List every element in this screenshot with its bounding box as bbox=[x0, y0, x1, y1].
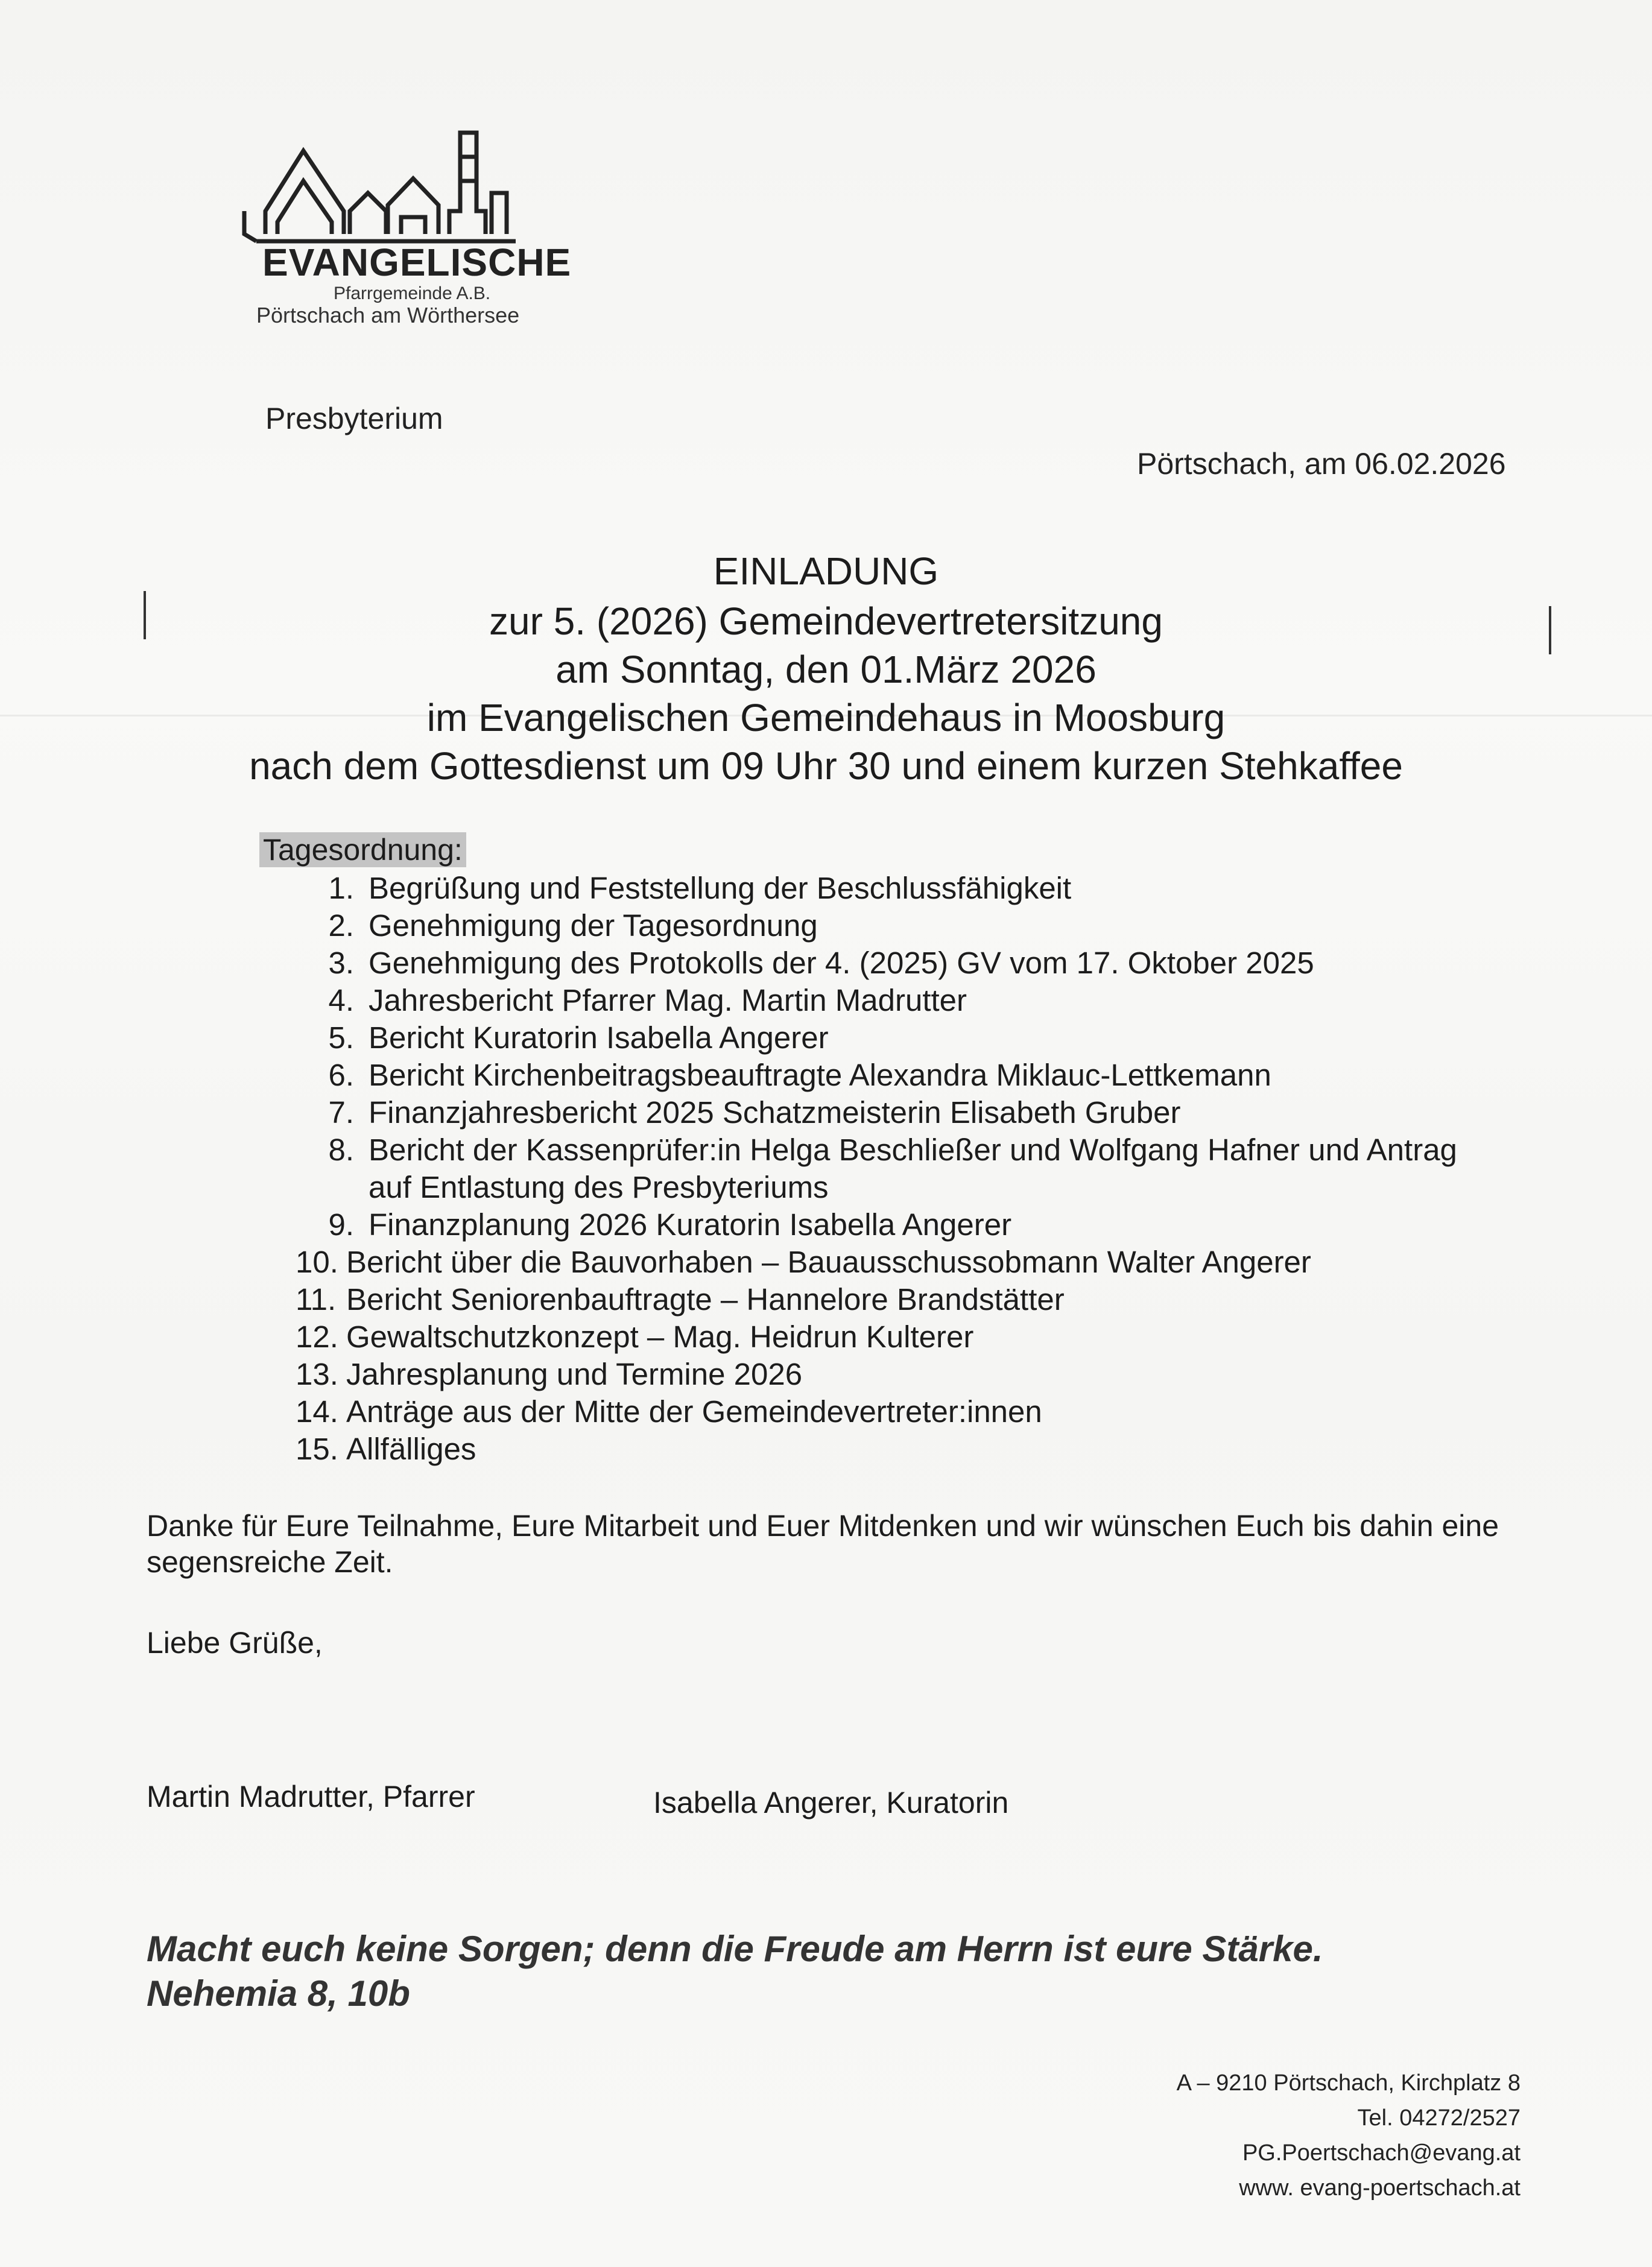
agenda-item-text: Jahresbericht Pfarrer Mag. Martin Madrutter bbox=[369, 983, 967, 1017]
agenda-item bbox=[296, 907, 1457, 944]
agenda-item-text: Bericht Kuratorin Isabella Angerer bbox=[369, 1020, 829, 1055]
agenda-item bbox=[296, 1393, 1457, 1431]
agenda-item bbox=[296, 1094, 1457, 1131]
address-phone: Tel. 04272/2527 bbox=[1357, 2105, 1521, 2131]
agenda-item-text: Finanzjahresbericht 2025 Schatzmeisterin Elisabeth Gruber bbox=[369, 1095, 1181, 1130]
agenda-item-number: 7. bbox=[328, 1095, 354, 1130]
agenda-item-number: 1. bbox=[328, 871, 354, 905]
agenda-item-number: 12. bbox=[296, 1320, 338, 1354]
verse-text: Macht euch keine Sorgen; denn die Freude am Herrn ist eure Stärke. bbox=[147, 1929, 1323, 1969]
agenda-item bbox=[296, 1281, 1457, 1318]
agenda-item-text: Genehmigung der Tagesordnung bbox=[369, 908, 818, 943]
agenda-item-number: 15. bbox=[296, 1432, 338, 1466]
address-email: PG.Poertschach@evang.at bbox=[1242, 2140, 1521, 2166]
agenda-title: Tagesordnung: bbox=[259, 832, 466, 867]
address-street: A – 9210 Pörtschach, Kirchplatz 8 bbox=[1176, 2070, 1521, 2096]
agenda-list bbox=[296, 870, 1457, 1468]
agenda-item bbox=[296, 1244, 1457, 1281]
agenda-item-number: 10. bbox=[296, 1245, 338, 1279]
address-block bbox=[1177, 2066, 1521, 2205]
signature-curator: Isabella Angerer, Kuratorin bbox=[653, 1786, 1009, 1820]
thanks-paragraph: Danke für Eure Teilnahme, Eure Mitarbeit und Euer Mitdenken und wir wünschen Euch bis dahin eine segensreiche Zeit. bbox=[147, 1509, 1499, 1579]
agenda-item-text: Anträge aus der Mitte der Gemeindevertreter:innen bbox=[346, 1394, 1042, 1429]
invitation-date: am Sonntag, den 01.März 2026 bbox=[555, 648, 1097, 691]
agenda-item-text: Allfälliges bbox=[346, 1432, 476, 1466]
invitation-meeting: zur 5. (2026) Gemeindevertretersitzung bbox=[489, 599, 1163, 643]
agenda-item-text: Begrüßung und Feststellung der Beschlussfähigkeit bbox=[369, 871, 1072, 905]
agenda-item bbox=[296, 1318, 1457, 1356]
agenda-item-text: Jahresplanung und Termine 2026 bbox=[346, 1357, 803, 1391]
agenda-item-text: Finanzplanung 2026 Kuratorin Isabella Angerer bbox=[369, 1207, 1012, 1242]
agenda-item bbox=[296, 1131, 1457, 1169]
agenda-item-continuation: auf Entlastung des Presbyteriums bbox=[369, 1170, 829, 1204]
agenda-item bbox=[296, 1356, 1457, 1393]
agenda-item-number: 13. bbox=[296, 1357, 338, 1391]
agenda-item-number: 9. bbox=[328, 1207, 354, 1242]
agenda-item-text: Gewaltschutzkonzept – Mag. Heidrun Kulterer bbox=[346, 1320, 974, 1354]
agenda-item bbox=[296, 1431, 1457, 1468]
invitation-time: nach dem Gottesdienst um 09 Uhr 30 und einem kurzen Stehkaffee bbox=[249, 744, 1403, 788]
agenda-item bbox=[296, 982, 1457, 1019]
invitation-location: im Evangelischen Gemeindehaus in Moosburg bbox=[426, 696, 1226, 739]
agenda-item bbox=[296, 1206, 1457, 1244]
agenda-item-number: 5. bbox=[328, 1020, 354, 1055]
agenda-item-number: 14. bbox=[296, 1394, 338, 1429]
invitation-title: EINLADUNG bbox=[713, 549, 939, 593]
agenda-item bbox=[296, 944, 1457, 982]
agenda-item-text: Bericht der Kassenprüfer:in Helga Beschließer und Wolfgang Hafner und Antrag bbox=[369, 1133, 1457, 1167]
verse-reference: Nehemia 8, 10b bbox=[147, 1973, 410, 2014]
church-skyline-icon bbox=[232, 121, 582, 253]
agenda-item-number: 2. bbox=[328, 908, 354, 943]
bible-verse bbox=[147, 1927, 1323, 2016]
organization-location: Pörtschach am Wörthersee bbox=[256, 303, 520, 327]
agenda-item-number: 6. bbox=[328, 1058, 354, 1092]
organization-subtitle: Pfarrgemeinde A.B. bbox=[334, 283, 491, 303]
agenda-item-text: Bericht über die Bauvorhaben – Bauausschussobmann Walter Angerer bbox=[346, 1245, 1311, 1279]
letter-date: Pörtschach, am 06.02.2026 bbox=[1137, 447, 1506, 481]
agenda-item-text: Bericht Kirchenbeitragsbeauftragte Alexandra Miklauc-Lettkemann bbox=[369, 1058, 1271, 1092]
agenda-item bbox=[296, 1057, 1457, 1094]
agenda-item bbox=[296, 1019, 1457, 1057]
signature-pastor: Martin Madrutter, Pfarrer bbox=[147, 1780, 475, 1813]
agenda-item-number: 8. bbox=[328, 1133, 354, 1167]
agenda-item-number: 3. bbox=[328, 946, 354, 980]
sender: Presbyterium bbox=[265, 402, 443, 435]
agenda-item-number: 11. bbox=[296, 1282, 337, 1317]
organization-name: EVANGELISCHE bbox=[262, 241, 572, 284]
agenda-item-text: Genehmigung des Protokolls der 4. (2025) GV vom 17. Oktober 2025 bbox=[369, 946, 1314, 980]
greeting: Liebe Grüße, bbox=[147, 1626, 323, 1660]
agenda-item bbox=[296, 870, 1457, 907]
letterhead-logo bbox=[232, 121, 582, 326]
agenda-item-number: 4. bbox=[328, 983, 354, 1017]
address-website: www. evang-poertschach.at bbox=[1239, 2175, 1521, 2201]
agenda-item-text: Bericht Seniorenbauftragte – Hannelore Brandstätter bbox=[346, 1282, 1065, 1317]
